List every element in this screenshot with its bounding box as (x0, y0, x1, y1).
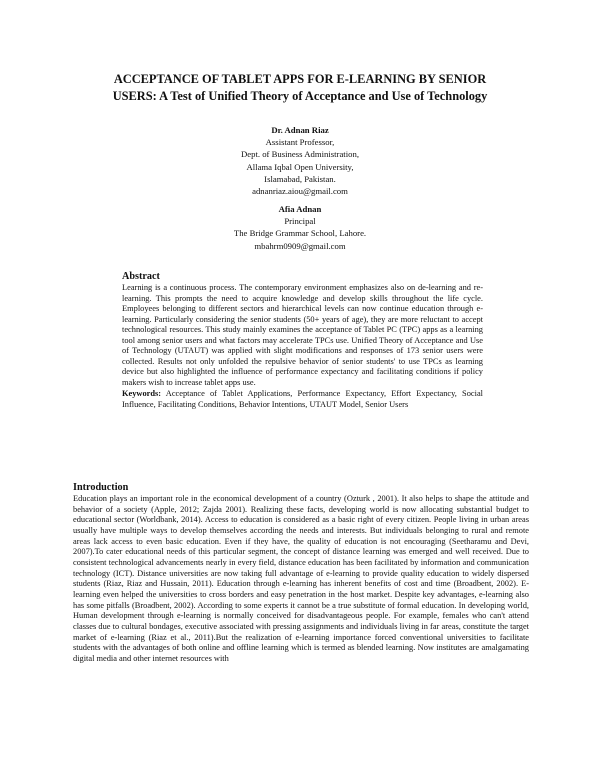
author-email: adnanriaz.aiou@gmail.com (252, 186, 348, 197)
author-block-1 (100, 124, 500, 197)
abstract-heading: Abstract (122, 271, 160, 282)
keywords-text: Acceptance of Tablet Applications, Performance Expectancy, Effort Expectancy, Social Influence, Facilitating Conditions, Behavior Intentions, UTAUT Model, Senior Users (122, 389, 483, 410)
author-university: Allama Iqbal Open University, (246, 161, 354, 172)
paper-title (40, 71, 560, 105)
introduction-text: Education plays an important role in the economical development of a country (Ozturk , 2001). It also helps to shape the attitude and behavior of a society (Apple, 2012; Zajda 2001). Realizing these facts, developing world is now allocating substantial budget to educational sector (Worldbank, 2014). Access to education is considered as a basic right of every citizen. People living in urban areas usually have multiple ways to develop themselves according the needs and interests. But individuals belonging to rural and remote areas lack access to even basic education. Even if they have, the quality of education is not encouraging (Seetharamu and Devi, 2007).To cater educational needs of this particular segment, the concept of distance learning was emerged and well received. Due to consistent technological advancements nearly in every field, distance education has been facilitated by information and communication technology (ICT). Distance universities are now taking full advantage of e-learning to provide quality education to widely dispersed students (Riaz, Riaz and Hussain, 2011). Education through e-learning has inherent benefits of cost and time (Broadbent, 2002). E-learning even helped the universities to cross borders and easy penetration in the host market. Despite key advantages, e-learning also has some pitfalls (Broadbent, 2002). According to some experts it cannot be a true substitute of formal education. In developing world, Human development through e-learning is normally conceived for disadvantageous people. For example, females who can't attend classes due to cultural bondages, executive associated with pressing assignments and individuals living in far areas, constitute the target market of e-learning (Riaz et al., 2011).But the realization of e-learning importance forced conventional universities to facilitate students with the advantages of both online and offline learning which is termed as blended learning. Now institutes are amalgamating digital media and other internet resources with (73, 494, 529, 663)
author-city: Islamabad, Pakistan. (264, 173, 336, 184)
abstract-text: Learning is a continuous process. The contemporary environment emphasizes also on de-learning and re-learning. This prompts the need to acquire knowledge and develop skills throughout the life cycle. Employees belonging to different sectors and hierarchical levels can now continue education through e-learning. Particularly considering the senior students (50+ years of age), they are more reluctant to accept technological resources. This study mainly examines the acceptance of Tablet PC (TPC) apps as a learning tool among senior users and what factors may accelerate TPCs use. Unified Theory of Acceptance and Use of Technology (UTAUT) was applied with slight modifications and responses of 173 senior users were collected. Results not only unfolded the repulsive behavior of senior students' to use TPCs as learning device but also highlighted the influence of performance expectancy and facilitating conditions if policy makers wish to increase tablet apps use. (122, 283, 483, 387)
author-department: Dept. of Business Administration, (240, 149, 359, 160)
author-email: mbahrm0909@gmail.com (254, 240, 346, 251)
author-name: Dr. Adnan Riaz (271, 125, 329, 135)
author-school: The Bridge Grammar School, Lahore. (233, 228, 367, 239)
author-position: Assistant Professor, (265, 137, 335, 148)
introduction-heading: Introduction (73, 482, 129, 493)
author-name: Afia Adnan (278, 204, 322, 214)
author-block-2 (100, 203, 500, 252)
title-line-1: ACCEPTANCE OF TABLET APPS FOR E-LEARNING BY SENIOR (113, 72, 487, 86)
keywords-label: Keywords: (122, 389, 162, 399)
introduction-section (73, 482, 529, 665)
title-line-2: USERS: A Test of Unified Theory of Acceptance and Use of Technology (112, 89, 488, 103)
keywords (122, 389, 483, 410)
abstract-section (122, 271, 483, 411)
author-position: Principal (284, 216, 316, 227)
